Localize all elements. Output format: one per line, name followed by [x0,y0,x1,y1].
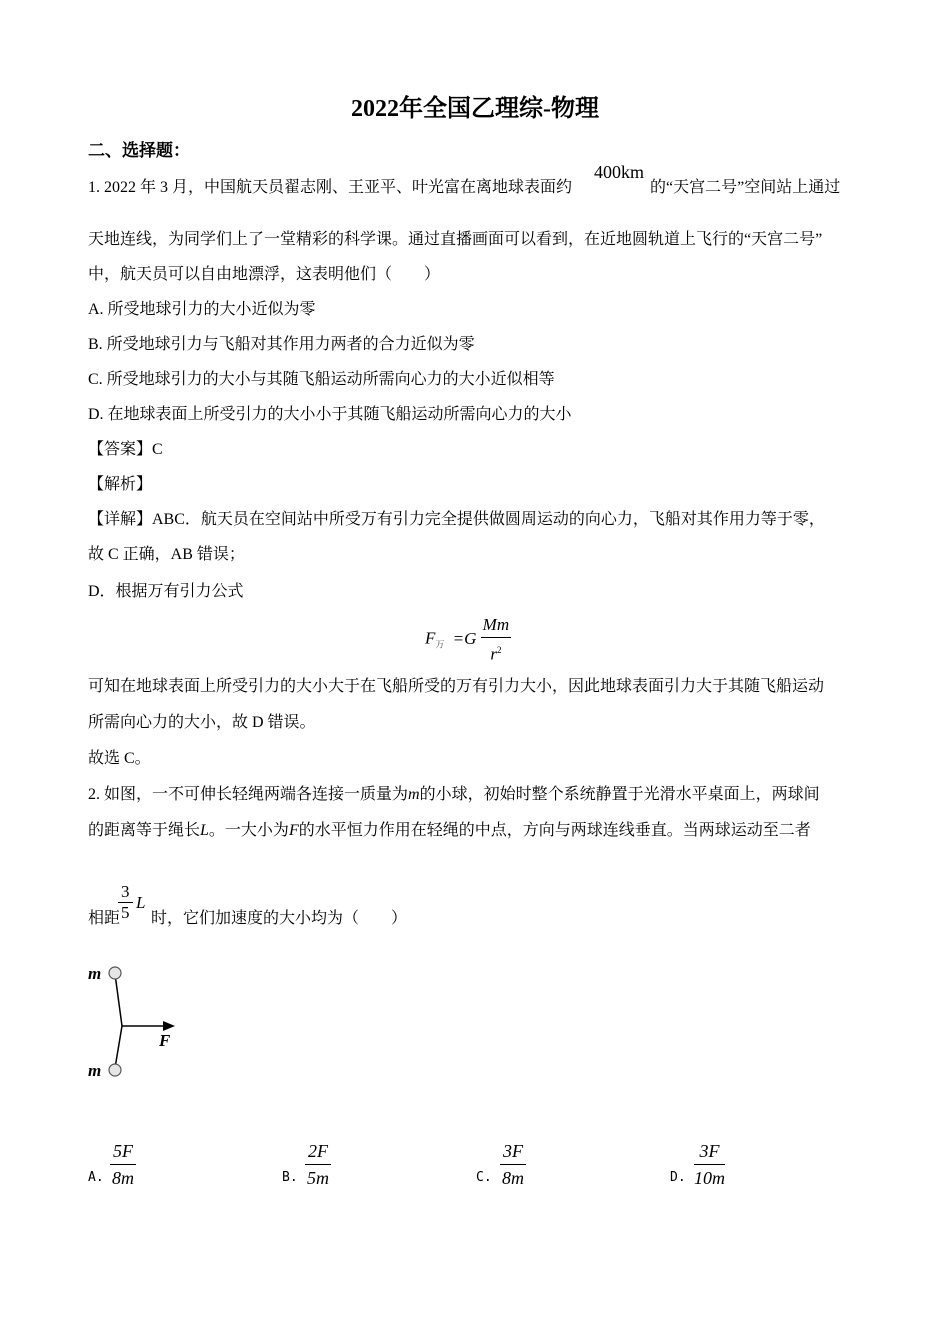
q2-length-symbol: L [200,822,209,839]
q2-stem-line3-b: 时，它们加速度的大小均为（ ） [151,910,408,927]
q2-option-a-fraction: $\frac{5F}{8m}$ [112,1141,134,1188]
q2-option-b-fraction: $\frac{2F}{5m}$ [307,1141,329,1188]
q1-detail-line1: 【详解】ABC．航天员在空间站中所受万有引力完全提供做圆周运动的向心力，飞船对其作用力等于零， [88,511,825,528]
q2-stem-line3-a: 相距 [88,910,121,927]
section-heading: 二、选择题： [88,141,190,160]
q2-option-c-fraction: $\frac{3F}{8m}$ [502,1141,524,1188]
q2-distance-numerator: 3 [118,882,133,903]
q2-option-d-label: D. [670,1170,686,1185]
force-arrow-head [163,1021,175,1031]
q1-detail-line3: D．根据万有引力公式 [88,583,244,600]
force-label: F [159,1031,171,1050]
q1-option-d: D. 在地球表面上所受引力的大小小于其随飞船运动所需向心力的大小 [88,406,572,423]
q1-analysis-heading: 【解析】 [88,476,153,493]
q2-force-symbol: F [288,822,299,839]
q1-stem-line2: 天地连线，为同学们上了一堂精彩的科学课。通过直播画面可以看到，在近地圆轨道上飞行的“天宫二号” [88,231,823,248]
rope-lower-segment [115,1026,122,1068]
q1-stem-line3: 中，航天员可以自由地漂浮，这表明他们（ ） [88,266,441,283]
q2-distance-fraction [118,882,133,923]
q1-conclusion: 故选 C。 [88,750,151,767]
gravitation-formula [425,614,511,666]
q1-stem-text-a: 1. 2022 年 3 月，中国航天员翟志刚、王亚平、叶光富在离地球表面约 [88,179,573,196]
q2-mass-symbol: m [408,786,420,803]
top-mass-label: m [88,964,102,983]
q2-distance-denominator: 5 [121,903,130,922]
q1-option-c: C. 所受地球引力的大小与其随飞船运动所需向心力的大小近似相等 [88,371,555,388]
q1-option-b: B. 所受地球引力与飞船对其作用力两者的合力近似为零 [88,336,475,353]
q1-stem-text-b: 的“天宫二号”空间站上通过 [650,179,841,196]
page-title: 2022年全国乙理综-物理 [351,96,599,122]
formula-denominator: $r^2$ [490,644,502,664]
q1-option-a: A. 所受地球引力的大小近似为零 [88,301,316,318]
q1-answer: 【答案】C [88,441,163,458]
q1-detail-line5: 所需向心力的大小，故 D 错误。 [88,714,316,731]
q1-detail-line2: 故 C 正确，AB 错误； [88,546,245,563]
q2-option-c-label: C. [476,1170,492,1185]
q2-option-a-label: A. [88,1170,104,1185]
rope-balls-diagram [85,960,195,1090]
formula-force: F [425,628,436,648]
formula-fraction [481,614,511,666]
top-ball [109,967,121,979]
q1-altitude: 400km [594,162,645,182]
q1-stem-line1 [88,177,572,199]
q2-distance-variable: L [136,893,146,912]
q2-stem-line1: 2. 如图，一不可伸长轻绳两端各连接一质量为m的小球，初始时整个系统静置于光滑水平桌面上，两球间 [88,786,820,803]
bottom-mass-label: m [88,1061,102,1080]
q2-stem-line2: 的距离等于绳长L。一大小为F的水平恒力作用在轻绳的中点，方向与两球连线垂直。当两球运动至二者 [88,822,811,839]
q2-option-b-label: B. [282,1170,298,1185]
formula-numerator: Mm [481,614,511,638]
formula-subscript: 万 [435,639,445,650]
q2-option-d-fraction: $\frac{3F}{10m}$ [694,1141,725,1188]
rope-upper-segment [115,974,122,1026]
formula-equals-g: =G [452,628,477,648]
bottom-ball [109,1064,121,1076]
q1-detail-line4: 可知在地球表面上所受引力的大小大于在飞船所受的万有引力大小，因此地球表面引力大于其随飞船运动 [88,678,825,695]
